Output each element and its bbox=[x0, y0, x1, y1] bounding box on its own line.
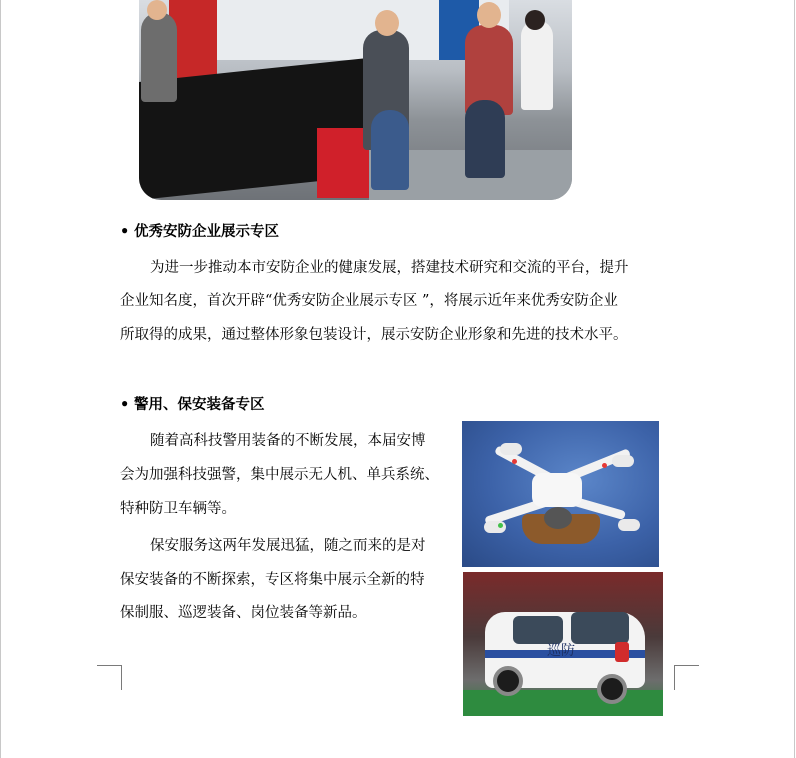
section-heading-police bbox=[120, 396, 265, 414]
page-edge-right bbox=[794, 0, 795, 758]
exhibition-hall-photo bbox=[139, 0, 572, 200]
car-wheel bbox=[597, 674, 627, 704]
drone-motor bbox=[500, 443, 522, 455]
visitor bbox=[521, 20, 553, 110]
drone-led bbox=[602, 463, 607, 468]
car-wheel bbox=[493, 666, 523, 696]
drone-body bbox=[532, 473, 582, 507]
bullet: • bbox=[120, 396, 130, 413]
drone-camera bbox=[544, 507, 572, 529]
paragraph-line: 保制服、巡逻装备、岗位装备等新品。 bbox=[120, 605, 367, 621]
red-box bbox=[317, 128, 369, 198]
car-window bbox=[571, 612, 629, 644]
car-floor bbox=[463, 690, 663, 716]
paragraph-line: 保安服务这两年发展迅猛，随之而来的是对 bbox=[150, 538, 426, 554]
crop-mark bbox=[674, 665, 699, 690]
visitor-head bbox=[375, 10, 399, 36]
paragraph-line: 为进一步推动本市安防企业的健康发展，搭建技术研究和交流的平台，提升 bbox=[150, 260, 629, 276]
patrol-car-photo bbox=[463, 572, 663, 716]
section-heading-showcase bbox=[120, 223, 279, 241]
paragraph-line: 特种防卫车辆等。 bbox=[120, 501, 236, 517]
drone-led bbox=[498, 523, 503, 528]
visitor-jeans bbox=[465, 100, 505, 178]
section-title: 优秀安防企业展示专区 bbox=[134, 223, 279, 240]
visitor-jeans bbox=[371, 110, 409, 190]
paragraph-line: 保安装备的不断探索，专区将集中展示全新的特 bbox=[120, 572, 425, 588]
car-tail-light bbox=[615, 642, 629, 662]
visitor bbox=[141, 12, 177, 102]
visitor-head bbox=[147, 0, 167, 20]
car-door-text: 巡防 bbox=[547, 643, 575, 659]
drone-motor bbox=[484, 521, 506, 533]
page-edge-left bbox=[0, 0, 1, 758]
drone-photo bbox=[462, 421, 659, 567]
paragraph-line: 随着高科技警用装备的不断发展，本届安博 bbox=[150, 433, 426, 449]
crop-mark bbox=[97, 665, 122, 690]
drone-motor bbox=[618, 519, 640, 531]
visitor-head bbox=[525, 10, 545, 30]
drone-led bbox=[512, 459, 517, 464]
drone-motor bbox=[612, 455, 634, 467]
paragraph-line: 会为加强科技强警，集中展示无人机、单兵系统、 bbox=[120, 467, 439, 483]
paragraph-line: 企业知名度，首次开辟“优秀安防企业展示专区 ”，将展示近年来优秀安防企业 bbox=[120, 293, 618, 309]
visitor-head bbox=[477, 2, 501, 28]
bullet: • bbox=[120, 223, 130, 240]
section-title: 警用、保安装备专区 bbox=[134, 396, 265, 413]
paragraph-line: 所取得的成果，通过整体形象包装设计，展示安防企业形象和先进的技术水平。 bbox=[120, 327, 628, 343]
